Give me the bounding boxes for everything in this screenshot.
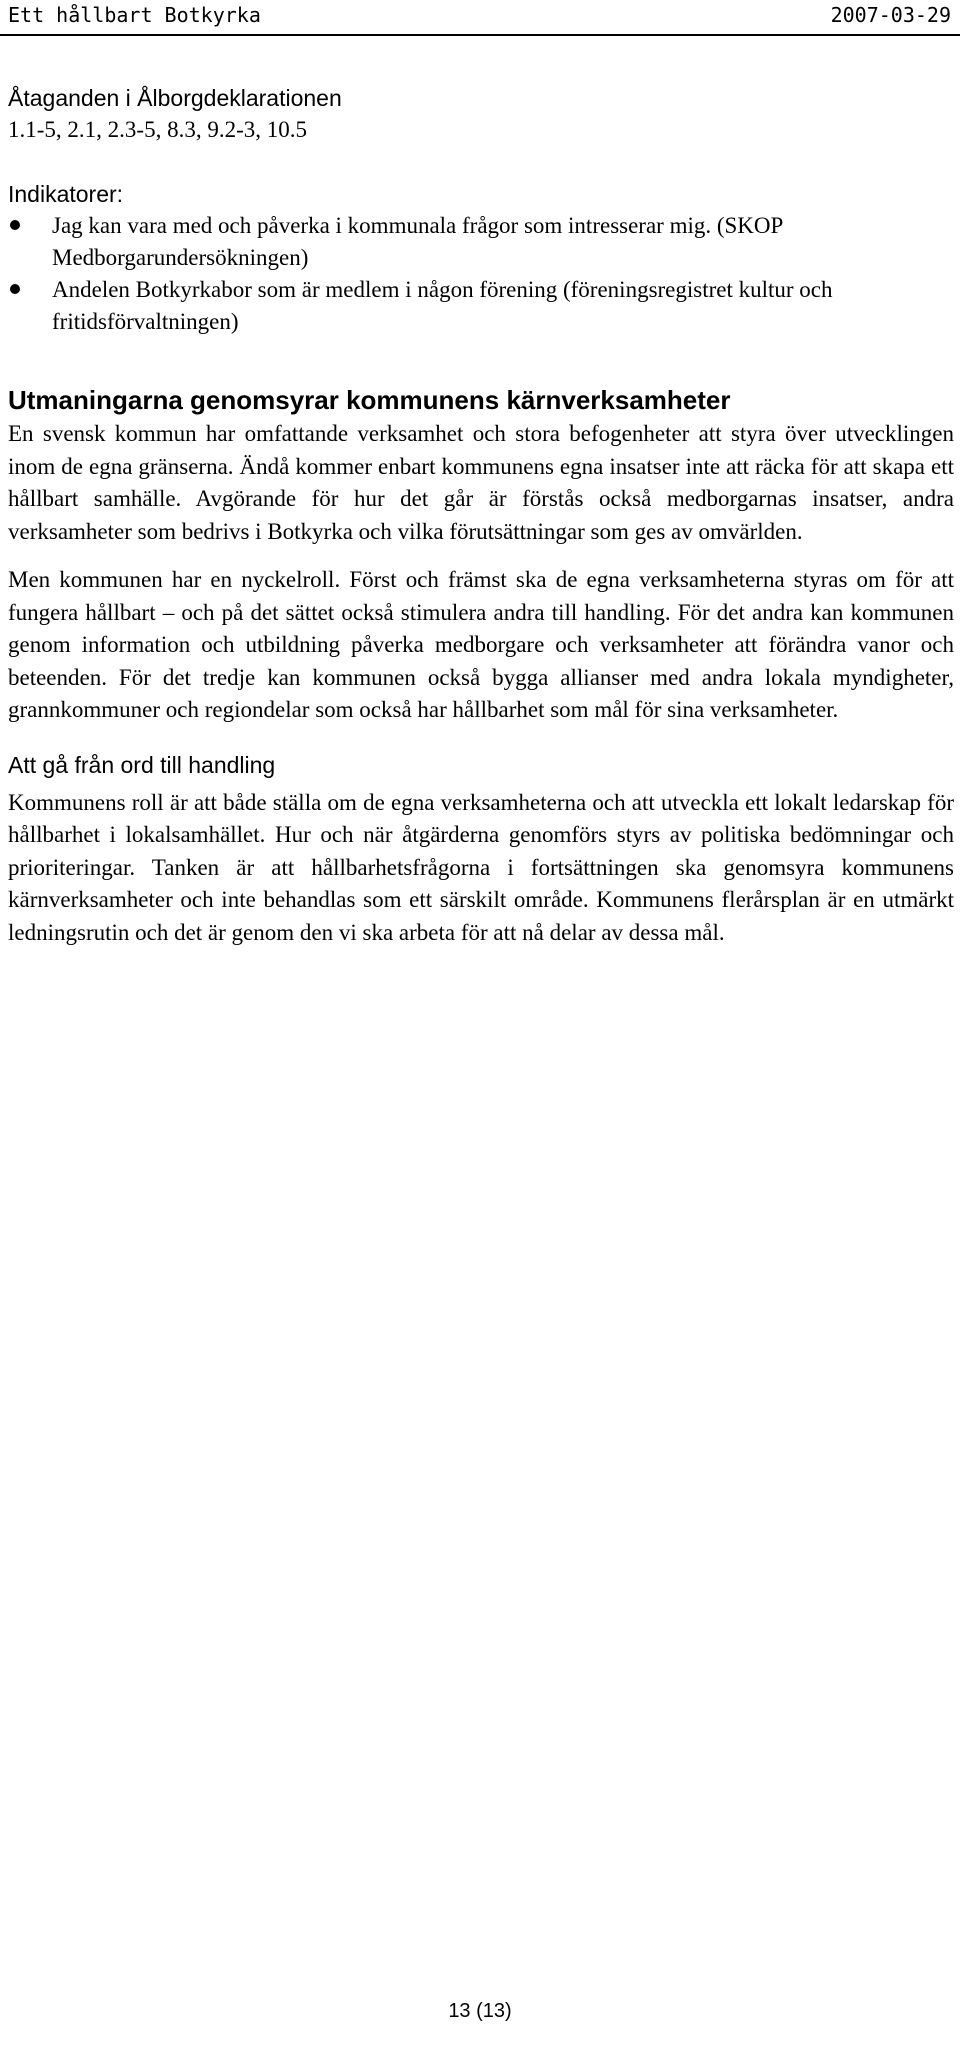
indicator-text: Andelen Botkyrkabor som är medlem i någon förening (föreningsregistret kultur och fritidsförvaltningen) — [52, 277, 833, 334]
commitments-numbers: 1.1-5, 2.1, 2.3-5, 8.3, 9.2-3, 10.5 — [8, 117, 307, 142]
header-title: Ett hållbart Botkyrka — [8, 3, 261, 27]
page-number: 13 (13) — [448, 2000, 512, 2022]
page-content — [8, 82, 954, 949]
indicators-title: Indikatorer: — [8, 181, 124, 207]
subsection-heading: Att gå från ord till handling — [8, 751, 276, 778]
section-heading: Utmaningarna genomsyrar kommunens kärnverksamheter — [8, 385, 731, 415]
body-paragraph: En svensk kommun har omfattande verksamhet och stora befogenheter att styra över utvecklingen inom de egna gränserna. Ändå kommer enbart kommunens egna insatser inte att räcka för att skapa ett hållbart samhälle. Avgörande för hur det går är förstås också medborgarnas insatser, andra verksamheter som bedrivs i Botkyrka och vilka förutsättningar som ges av omvärlden. — [8, 421, 954, 544]
indicators-list — [8, 210, 954, 338]
bullet-icon — [10, 220, 20, 230]
body-paragraph: Kommunens roll är att både ställa om de egna verksamheterna och att utveckla ett lokalt ledarskap för hållbarhet i lokalsamhället. Hur och när åtgärderna genomförs styrs av politiska bedömningar och prioriteringar. Tanken är att hållbarhetsfrågorna i fortsättningen ska genomsyra kommunens kärnverksamheter och inte behandlas som ett särskilt område. Kommunens flerårsplan är en utmärkt ledningsrutin och det är genom den vi ska arbeta för att nå delar av dessa mål. — [8, 789, 954, 945]
body-paragraph: Men kommunen har en nyckelroll. Först och främst ska de egna verksamheterna styras om för att fungera hållbart – och på det sättet också stimulera andra till handling. För det andra kan kommunen genom information och utbildning påverka medborgare och verksamheter att förändra vanor och beteenden. För det tredje kan kommunen också bygga allianser med andra lokala myndigheter, grannkommuner och regiondelar som också har hållbarhet som mål för sina verksamheter. — [8, 567, 954, 722]
header-date: 2007-03-29 — [830, 3, 951, 27]
commitments-title: Åtaganden i Ålborgdeklarationen — [8, 85, 342, 111]
list-item — [8, 210, 954, 274]
list-item — [8, 274, 954, 338]
indicator-text: Jag kan vara med och påverka i kommunala frågor som intresserar mig. (SKOP Medborgarundersökningen) — [52, 213, 783, 270]
bullet-icon — [10, 284, 20, 294]
page-header — [0, 0, 960, 36]
